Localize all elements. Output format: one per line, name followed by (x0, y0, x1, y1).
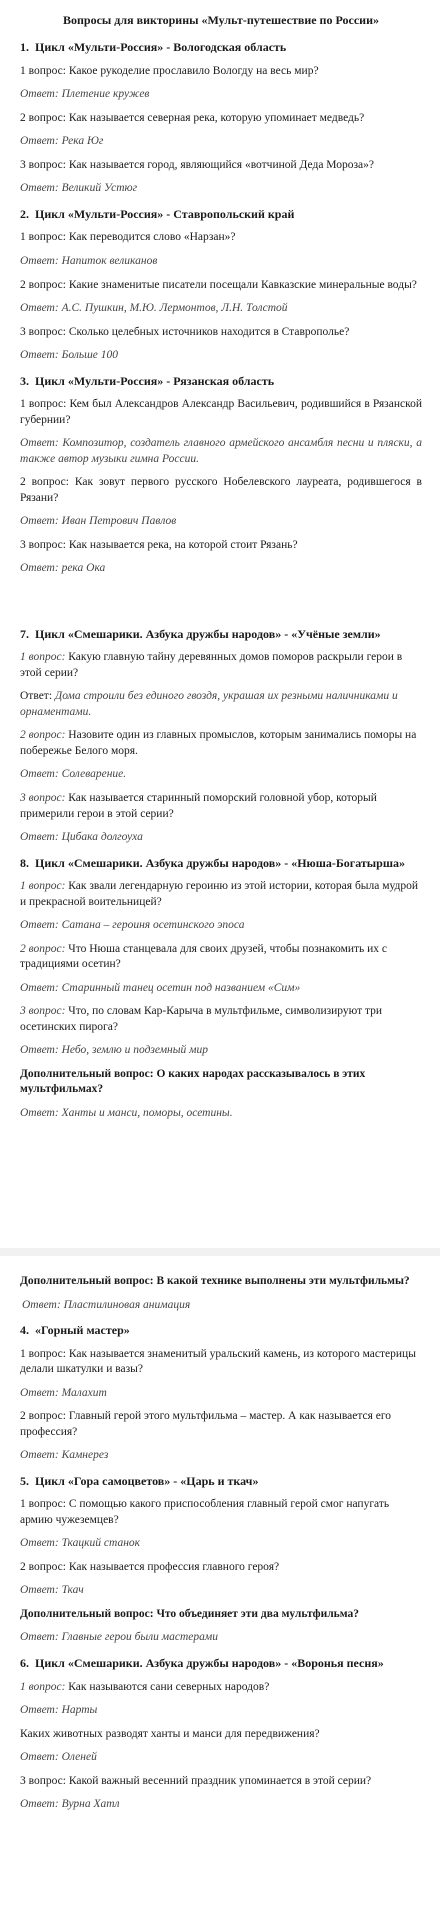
section-3 (20, 374, 422, 577)
question: 3 вопрос: Как называется река, на которой стоит Рязань? (20, 538, 298, 551)
answer: Ответ: Сатана – героиня осетинского эпоса (20, 919, 245, 932)
question: 1 вопрос: С помощью какого приспособления главный герой смог напугать армию чужеземцев? (20, 1498, 390, 1526)
page-separator (0, 1248, 440, 1256)
section-7 (20, 627, 422, 846)
answer: Ответ: Иван Петрович Павлов (20, 515, 177, 528)
answer: Ответ: Больше 100 (20, 349, 118, 362)
document-page-2 (0, 1256, 440, 1920)
question: 2 вопрос: Назовите один из главных промыслов, которым занимались поморы на побережье Белого моря. (20, 729, 417, 757)
question: 1 вопрос: Какую главную тайну деревянных домов поморов раскрыли герои в этой серии? (20, 651, 403, 679)
question: 3 вопрос: Как называется старинный поморский головной убор, который примерили герои в этой серии? (20, 792, 377, 820)
document-title: Вопросы для викторины «Мульт-путешествие по России» (63, 13, 379, 27)
question: 1 вопрос: Как звали легендарную героиню из этой истории, которая была мудрой и прекрасной воительницей? (20, 880, 419, 908)
section-5 (20, 1474, 422, 1646)
question: 1 вопрос: Кем был Александров Александр Васильевич, родившийся в Рязанской губернии? (20, 398, 422, 426)
answer: Ответ: Пластилиновая анимация (22, 1298, 191, 1311)
answer: Ответ: А.С. Пушкин, М.Ю. Лермонтов, Л.Н. Толстой (20, 302, 288, 315)
section-heading: 7. Цикл «Смешарики. Азбука дружбы народов» - «Учёные земли» (20, 626, 381, 641)
question: 1 вопрос: Как называется знаменитый уральский камень, из которого мастерицы делали шкатулки и вазы? (20, 1347, 416, 1376)
answer: Ответ: Вурна Хатл (20, 1798, 120, 1811)
question: 1 вопрос: Как переводится слово «Нарзан»? (20, 231, 236, 244)
answer: Ответ: Нарты (20, 1704, 98, 1717)
section-heading: 8. Цикл «Смешарики. Азбука дружбы народов» - «Нюша-Богатырша» (20, 855, 405, 870)
answer: Ответ: Композитор, создатель главного армейского ансамбля песни и пляски, а также автор музыки гимна России. (20, 437, 423, 465)
spacer (20, 585, 422, 617)
question: 2 вопрос: Главный герой этого мультфильма – мастер. А как называется его профессия? (20, 1410, 392, 1438)
answer: Ответ: Напиток великанов (20, 254, 158, 267)
section-4 (20, 1323, 422, 1464)
question: 2 вопрос: Как называется северная река, которую упоминает медведь? (20, 111, 365, 124)
question: 1 вопрос: Как называются сани северных народов? (20, 1680, 270, 1693)
extra-question: Дополнительный вопрос: В какой технике выполнены эти мультфильмы? (20, 1275, 410, 1287)
question: 3 вопрос: Как называется город, являющийся «вотчиной Деда Мороза»? (20, 158, 375, 171)
extra-question: Дополнительный вопрос: О каких народах рассказывалось в этих мультфильмах? (20, 1067, 366, 1096)
extra-question: Дополнительный вопрос: Что объединяет эти два мультфильма? (20, 1607, 359, 1620)
answer: Ответ: Старинный танец осетин под названием «Сим» (20, 981, 301, 994)
question: Каких животных разводят ханты и манси для передвижения? (20, 1727, 320, 1740)
section-heading: 3. Цикл «Мульти-Россия» - Рязанская область (20, 373, 275, 388)
answer: Ответ: Великий Устюг (20, 182, 138, 195)
answer: Ответ: Камнерез (20, 1449, 109, 1462)
answer: Ответ: Ханты и манси, поморы, осетины. (20, 1106, 233, 1119)
spacer (20, 1256, 422, 1274)
section-heading: 6. Цикл «Смешарики. Азбука дружбы народов» - «Воронья песня» (20, 1655, 384, 1670)
question: 2 вопрос: Какие знаменитые писатели посещали Кавказские минеральные воды? (20, 278, 417, 291)
question: 3 вопрос: Какой важный весенний праздник упоминается в этой серии? (20, 1774, 372, 1787)
question: 2 вопрос: Что Нюша станцевала для своих друзей, чтобы познакомить их с традициями осетин? (20, 942, 388, 971)
question: 2 вопрос: Как называется профессия главного героя? (20, 1560, 280, 1573)
answer: Ответ: Солеварение. (20, 768, 127, 781)
section-heading: 5. Цикл «Гора самоцветов» - «Царь и ткач» (20, 1473, 259, 1488)
answer: Ответ: Ткач (20, 1584, 84, 1597)
answer: Ответ: Дома строили без единого гвоздя, украшая их резными наличниками и орнаментами. (20, 690, 398, 718)
question: 3 вопрос: Что, по словам Кар-Карыча в мультфильме, символизируют три осетинских пирога? (20, 1005, 383, 1033)
answer: Ответ: Небо, землю и подземный мир (20, 1044, 209, 1057)
section-1 (20, 40, 422, 197)
answer: Ответ: Малахит (20, 1386, 107, 1399)
question: 3 вопрос: Сколько целебных источников находится в Ставрополье? (20, 325, 350, 338)
section-2 (20, 207, 422, 364)
section-8 (20, 856, 422, 1122)
answer: Ответ: Оленей (20, 1751, 97, 1764)
answer: Ответ: Главные герои были мастерами (20, 1631, 218, 1644)
answer: Ответ: Река Юг (20, 135, 104, 148)
answer: Ответ: Ткацкий станок (20, 1537, 141, 1550)
answer: Ответ: Плетение кружев (20, 88, 150, 101)
question: 1 вопрос: Какое рукоделие прославило Вологду на весь мир? (20, 64, 319, 77)
section-heading: 1. Цикл «Мульти-Россия» - Вологодская область (20, 40, 287, 55)
answer: Ответ: река Ока (20, 562, 106, 575)
section-6 (20, 1656, 422, 1813)
section-heading: 2. Цикл «Мульти-Россия» - Ставропольский край (20, 206, 295, 221)
answer: Ответ: Цибака долгоуха (20, 831, 143, 844)
question: 2 вопрос: Как зовут первого русского Нобелевского лауреата, родившегося в Рязани? (20, 476, 422, 504)
section-heading: 4. «Горный мастер» (20, 1323, 130, 1338)
